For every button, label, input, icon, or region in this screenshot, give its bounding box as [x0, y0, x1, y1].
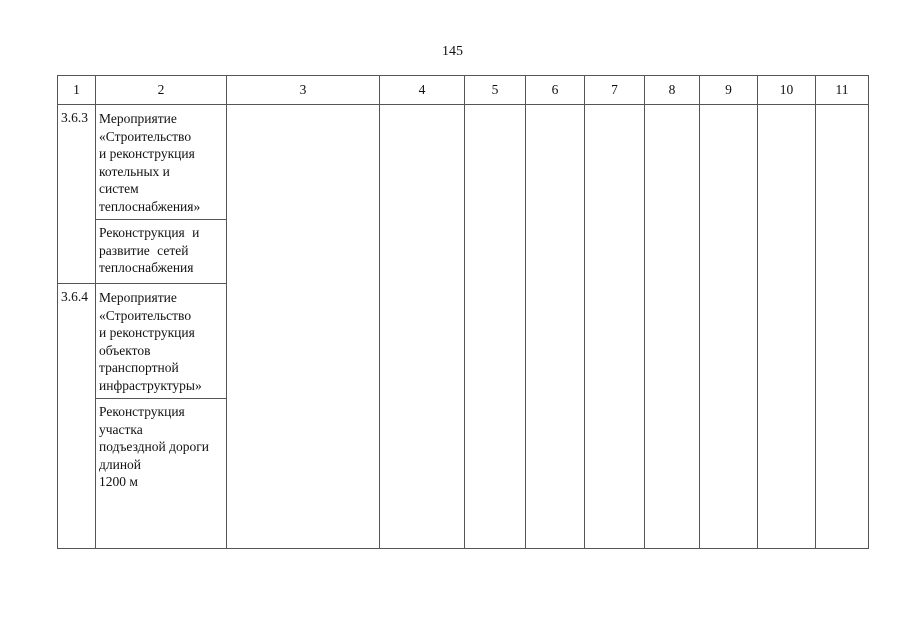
header-cell-10: 10: [758, 76, 816, 105]
table-cell: [526, 105, 585, 549]
measure-detail: [96, 220, 227, 284]
header-cell-9: 9: [700, 76, 758, 105]
text-line: участка: [99, 421, 143, 437]
data-table: [57, 75, 869, 549]
header-cell-11: 11: [816, 76, 869, 105]
table-row: [58, 105, 869, 220]
text-line: теплоснабжения: [99, 260, 194, 275]
table-header-row: [58, 76, 869, 105]
header-cell-8: 8: [645, 76, 700, 105]
text-line: «Строительство: [99, 307, 192, 323]
text-line: Реконструкция: [99, 404, 185, 419]
text-line: котельных и: [99, 163, 170, 179]
text-line: систем: [99, 181, 139, 196]
text-line: и реконструкция: [99, 146, 195, 161]
header-cell-6: 6: [526, 76, 585, 105]
table-cell: [227, 105, 380, 549]
table-cell: [816, 105, 869, 549]
text-line: Реконструкция и: [99, 225, 200, 240]
text-line: теплоснабжения»: [99, 198, 201, 214]
row-number: 3.6.3: [58, 105, 96, 284]
text-line: транспортной: [99, 360, 179, 375]
table-cell: [465, 105, 526, 549]
text-line: инфраструктуры»: [99, 377, 202, 393]
measure-title: [96, 284, 227, 399]
table-cell: [380, 105, 465, 549]
page-number: 145: [442, 44, 463, 59]
header-cell-2: 2: [96, 76, 227, 105]
text-line: Мероприятие: [99, 290, 177, 305]
table-cell: [645, 105, 700, 549]
table-cell: [758, 105, 816, 549]
text-line: «Строительство: [99, 128, 192, 144]
header-cell-5: 5: [465, 76, 526, 105]
table-cell: [700, 105, 758, 549]
text-line: и реконструкция: [99, 325, 195, 340]
text-line: длиной: [99, 456, 142, 472]
header-cell-3: 3: [227, 76, 380, 105]
measure-detail: [96, 399, 227, 549]
measure-title: [96, 105, 227, 220]
text-line: 1200 м: [99, 474, 138, 489]
header-cell-1: 1: [58, 76, 96, 105]
header-cell-4: 4: [380, 76, 465, 105]
text-line: Мероприятие: [99, 111, 177, 126]
text-line: развитие сетей: [99, 242, 189, 258]
text-line: подъездной дороги: [99, 439, 210, 454]
header-cell-7: 7: [585, 76, 645, 105]
table-cell: [585, 105, 645, 549]
text-line: объектов: [99, 342, 151, 358]
row-number: 3.6.4: [58, 284, 96, 549]
